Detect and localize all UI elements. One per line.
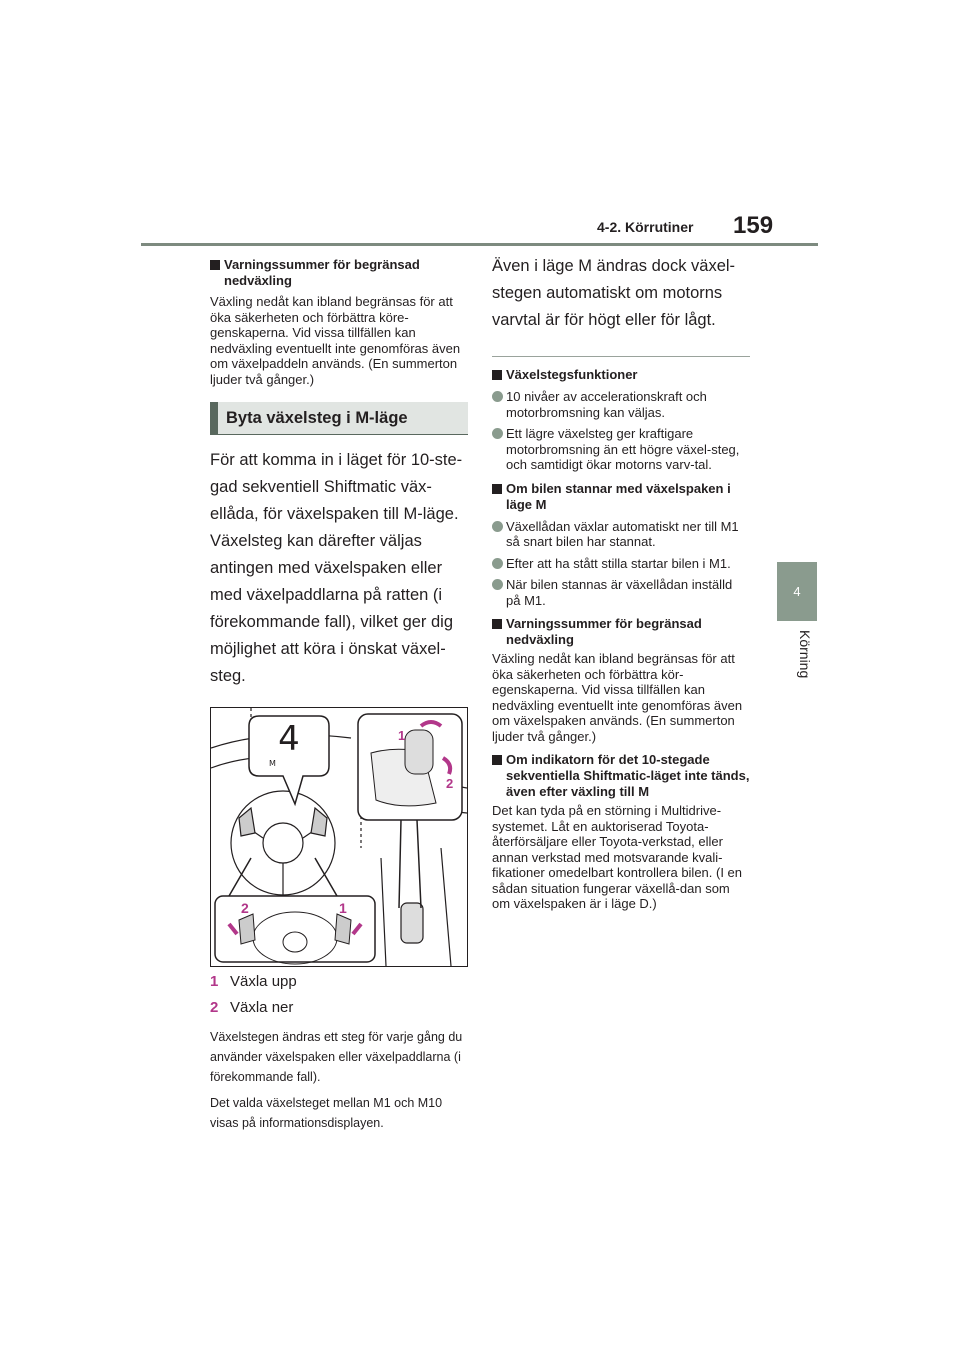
stop-bullet: När bilen stannas är växellådan inställd på M1. bbox=[492, 577, 750, 608]
paddle-down-callout: 2 bbox=[241, 900, 249, 916]
cockpit-drawing bbox=[211, 708, 467, 966]
paddle-callout bbox=[215, 858, 375, 964]
step-number: 1 bbox=[210, 973, 219, 990]
intro-paragraph: För att komma in i läget för 10-ste-gad sekventiell Shiftmatic väx-ellåda, för växelspaken till M-läge. Växelsteg kan därefter väljas antingen med växelspaken eller med växelpaddlarna på ratten (i förekommande fall), vilket ger dig möjlighet att köra i önskat växel-steg. bbox=[210, 451, 463, 685]
header-divider bbox=[141, 243, 818, 246]
stop-bullet: Efter att ha stått stilla startar bilen i M1. bbox=[492, 556, 750, 572]
warning-heading: Varningssummer för begränsad nedväxling bbox=[210, 257, 468, 289]
step-downshift bbox=[210, 995, 468, 1021]
note-gear-change: Växelstegen ändras ett steg för varje gång du använder växelspaken eller växelpaddlarna (i förekommande fall). bbox=[210, 1030, 463, 1084]
shift-illustration bbox=[210, 707, 468, 967]
step-number: 2 bbox=[210, 999, 219, 1016]
upshift-callout: 1 bbox=[398, 728, 406, 743]
warning-heading: Varningssummer för begränsad nedväxling bbox=[492, 616, 750, 648]
note-display: Det valda växelsteget mellan M1 och M10 visas på informationsdisplayen. bbox=[210, 1096, 443, 1130]
gear-display-callout bbox=[249, 716, 329, 804]
chapter-tab[interactable]: 4 bbox=[777, 562, 817, 621]
section-title: Byta växelsteg i M-läge bbox=[210, 402, 468, 435]
indicator-heading: Om indikatorn för det 10-stegade sekventiella Shiftmatic-läget inte tänds, även efter växling till M bbox=[492, 752, 750, 800]
shift-lever-callout bbox=[358, 714, 462, 908]
function-heading: Växelstegsfunktioner bbox=[492, 367, 750, 383]
step-label: Växla upp bbox=[230, 973, 297, 990]
step-label: Växla ner bbox=[230, 999, 294, 1016]
step-upshift bbox=[210, 969, 468, 995]
downshift-callout: 2 bbox=[446, 776, 454, 791]
stop-heading: Om bilen stannar med växelspaken i läge M bbox=[492, 481, 750, 513]
function-bullet: 10 nivåer av accelerationskraft och motorbromsning kan väljas. bbox=[492, 389, 750, 420]
warning-text: Växling nedåt kan ibland begränsas för att öka säkerheten och förbättra köre-genskaperna. Vid vissa tillfällen kan nedväxling eventuellt inte genomföras även om växelpaddeln används. (En summerton ljuder två gånger.) bbox=[210, 294, 461, 387]
paddle-up-callout: 1 bbox=[339, 900, 347, 916]
left-column bbox=[210, 253, 468, 1133]
chapter-title: 4-2. Körrutiner bbox=[597, 219, 694, 235]
function-bullet: Ett lägre växelsteg ger kraftigare motorbromsning än ett högre växel-steg, och samtidigt ökar motorns varv-tal. bbox=[492, 426, 750, 473]
right-column bbox=[492, 253, 750, 912]
page-number: 159 bbox=[733, 212, 774, 239]
warning-text: Växling nedåt kan ibland begränsas för att öka säkerheten och förbättra kör-egenskaperna. Vid vissa tillfällen kan nedväxling eventuellt inte genomföras även om växelspaken används. (En summerton ljuder två gånger.) bbox=[492, 651, 743, 744]
steering-hub bbox=[263, 823, 303, 863]
gear-mode: M bbox=[269, 759, 276, 768]
stop-bullet: Växellådan växlar automatiskt ner till M1 så snart bilen har stannat. bbox=[492, 519, 750, 550]
gear-digit: 4 bbox=[278, 719, 300, 759]
right-divider bbox=[492, 356, 750, 357]
chapter-tab-label: Körning bbox=[797, 630, 813, 679]
indicator-text: Det kan tyda på en störning i Multidrive-systemet. Låt en auktoriserad Toyota-återförsäljare eller Toyota-verkstad, eller annan verkstad med motsvarande kvali-fikationer omedelbart kontrollera bilen. (I en sådan situation fungerar växellå-dan som om växelspaken är i läge D.) bbox=[492, 803, 743, 911]
right-intro: Även i läge M ändras dock växel-stegen automatiskt om motorns varvtal är för högt eller för lågt. bbox=[492, 257, 736, 329]
